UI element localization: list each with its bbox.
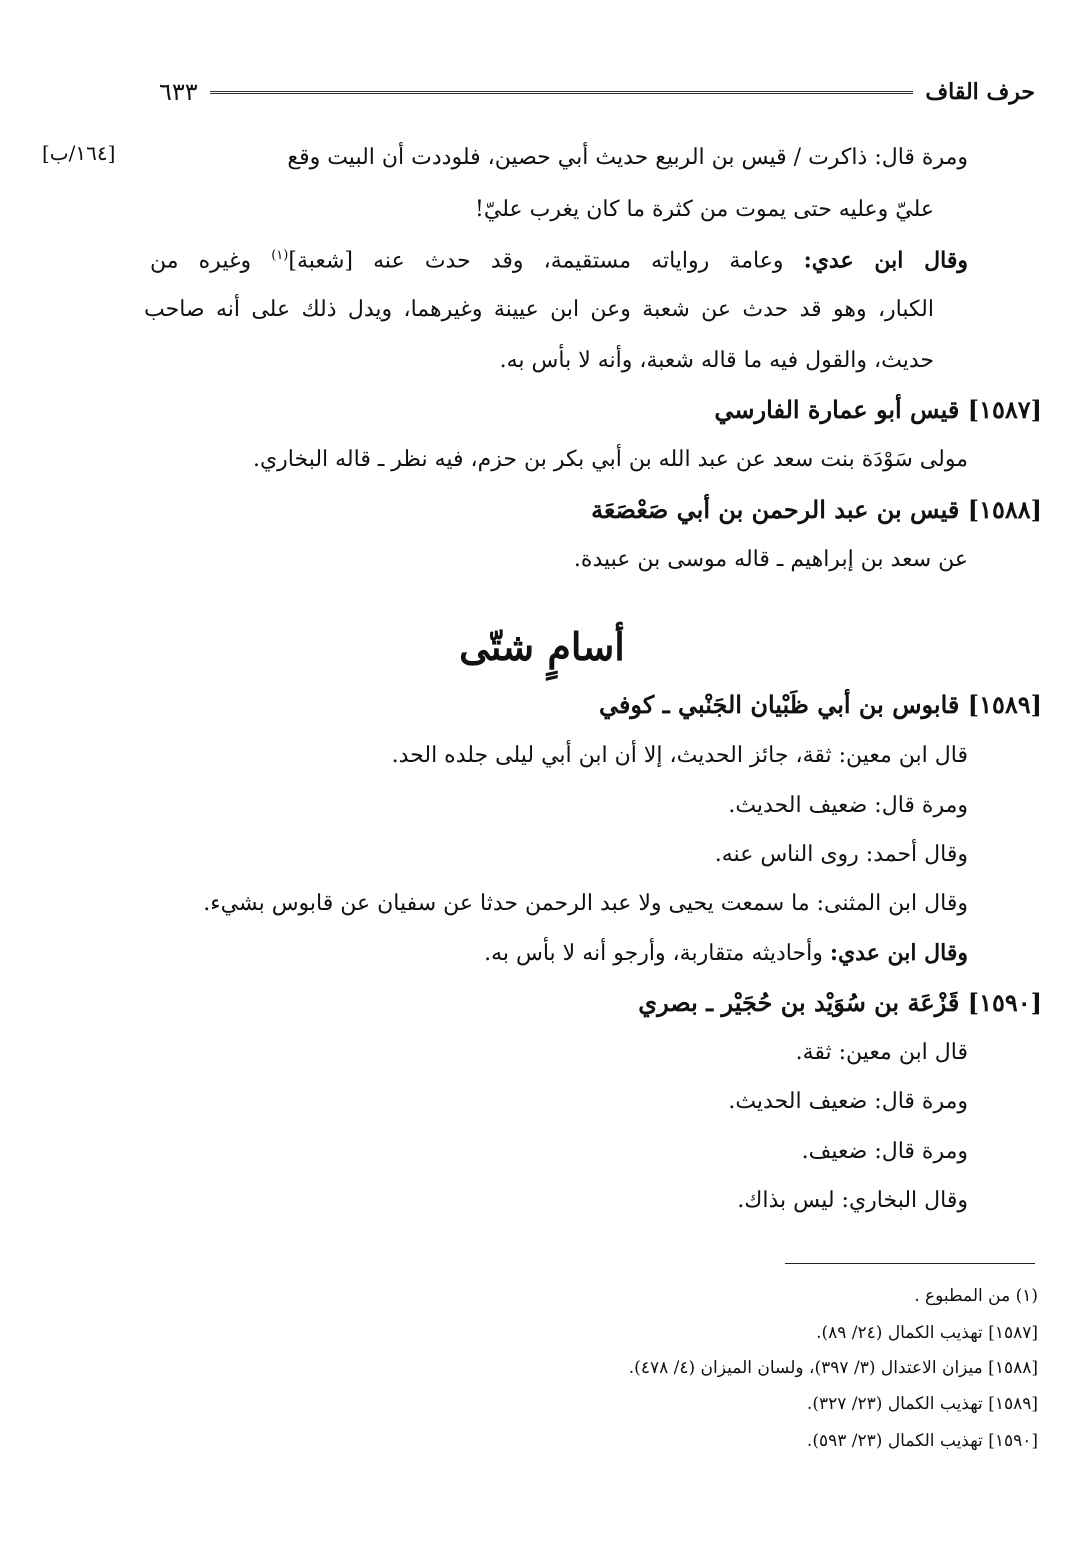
- speaker-label: وقال ابن عدي:: [803, 247, 968, 274]
- running-header: [155, 74, 1035, 110]
- speaker-label: وقال ابن عدي:: [829, 940, 968, 966]
- footnote: (١) من المطبوع .: [914, 1286, 1038, 1306]
- body-line: قال ابن معين: ثقة.: [795, 1040, 968, 1065]
- body-line: وقال ابن عدي: وعامة رواياته مستقيمة، وقد حدث عنه [شعبة]$^{(١)}$ وغيره من: [150, 247, 968, 274]
- footnote: [١٥٨٧] تهذيب الكمال (٢٤/ ٨٩).: [816, 1323, 1038, 1343]
- body-line: حديث، والقول فيه ما قاله شعبة، وأنه لا بأس به.: [499, 348, 934, 373]
- body-line: قال ابن معين: ثقة، جائز الحديث، إلا أن ابن أبي ليلى جلده الحد.: [391, 743, 968, 768]
- body-line: ومرة قال: ضعيف.: [801, 1139, 968, 1164]
- body-line: الكبار، وهو قد حدث عن شعبة وعن ابن عيينة وغيرهما، ويدل ذلك على أنه صاحب: [144, 297, 934, 322]
- body-line: عليّ وعليه حتى يموت من كثرة ما كان يغرب عليّ!: [475, 197, 934, 222]
- header-rule: [210, 91, 914, 94]
- body-line: وقال أحمد: روى الناس عنه.: [714, 842, 968, 867]
- body-line: ومرة قال: ضعيف الحديث.: [728, 793, 968, 818]
- body-line: ومرة قال: ضعيف الحديث.: [728, 1089, 968, 1114]
- body-line: وقال ابن المثنى: ما سمعت يحيى ولا عبد الرحمن حدثا عن سفيان عن قابوس بشيء.: [203, 891, 968, 916]
- body-line: مولى سَوْدَة بنت سعد عن عبد الله بن أبي بكر بن حزم، فيه نظر ـ قاله البخاري.: [252, 447, 968, 472]
- body-line: ومرة قال: ذاكرت / قيس بن الربيع حديث أبي حصين، فلوددت أن البيت وقع: [287, 145, 968, 170]
- page-number: ٦٣٣: [159, 78, 198, 106]
- footnote-marker: (١): [271, 248, 289, 263]
- footnote: [١٥٨٩] تهذيب الكمال (٢٣/ ٣٢٧).: [806, 1394, 1038, 1414]
- entry-heading: [١٥٩٠] قَزْعَة بن سُوَيْد بن حُجَيْر ـ بصري: [638, 988, 1042, 1017]
- footnote: [١٥٩٠] تهذيب الكمال (٢٣/ ٥٩٣).: [806, 1431, 1038, 1451]
- body-line: وقال ابن عدي: وأحاديثه متقاربة، وأرجو أنه لا بأس به.: [484, 940, 968, 966]
- manuscript-folio-note: [١٦٤/ب]: [42, 141, 116, 165]
- footnote-rule: [785, 1263, 1035, 1264]
- body-line: وقال البخاري: ليس بذاك.: [737, 1188, 968, 1213]
- entry-heading: [١٥٨٨] قيس بن عبد الرحمن بن أبي صَعْصَعَة: [591, 495, 1042, 524]
- entry-heading: [١٥٨٧] قيس أبو عمارة الفارسي: [714, 395, 1042, 424]
- chapter-title: حرف القاف: [925, 79, 1035, 105]
- footnote: [١٥٨٨] ميزان الاعتدال (٣/ ٣٩٧)، ولسان الميزان (٤/ ٤٧٨).: [628, 1358, 1038, 1378]
- body-line: عن سعد بن إبراهيم ـ قاله موسى بن عبيدة.: [573, 547, 968, 572]
- entry-heading: [١٥٨٩] قابوس بن أبي ظَبْيان الجَنْبي ـ كوفي: [598, 690, 1042, 719]
- section-title: أسامٍ شتّى: [459, 624, 625, 669]
